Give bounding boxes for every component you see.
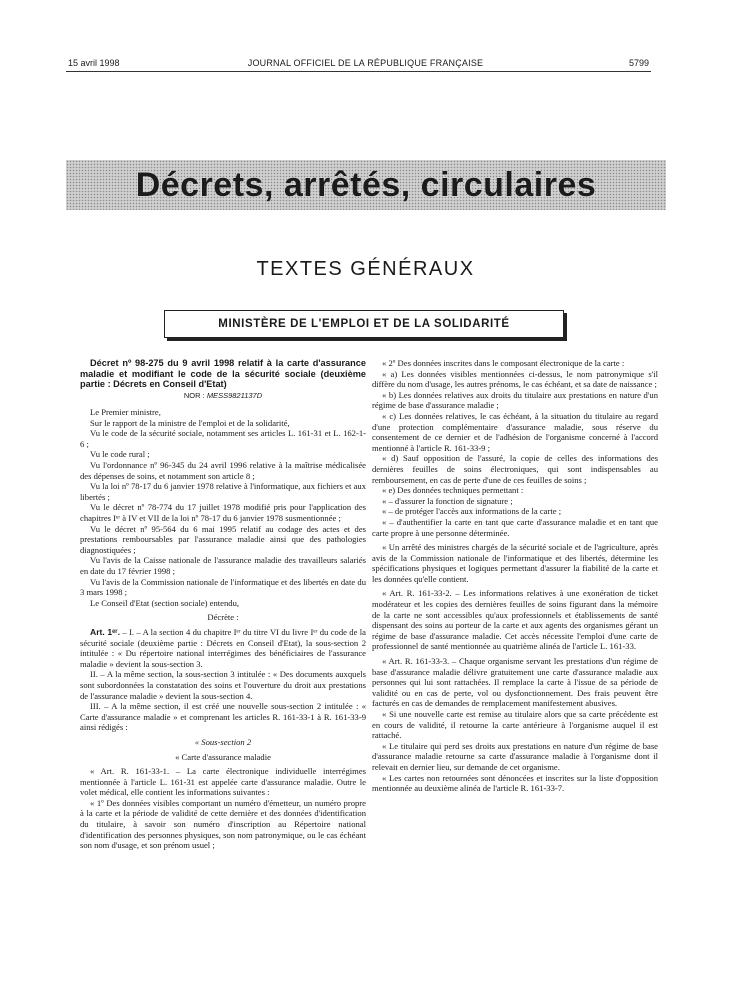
subsection-title: « Carte d'assurance maladie — [175, 751, 271, 762]
paragraph: « 1º Des données visibles comportant un numéro d'émetteur, un numéro propre à la carte et la période de validité de cette dernière et des données d'identification du titulaire, à savoir son numéro d'inscription au Répertoire national d'identification des personnes physiques, son nom patronymique, ou le cas échéant son nom d'usage, et son prénom usuel ; — [80, 797, 366, 851]
header-date: 15 avril 1998 — [68, 58, 120, 68]
paragraph: « Le titulaire qui perd ses droits aux prestations en nature d'un régime de base d'assurance maladie retourne sa carte d'assurance maladie à l'organisme dont il relevait en dernier lieu, sur demande de cet organisme. — [372, 740, 658, 772]
decrete-heading: Décrète : — [207, 612, 239, 623]
paragraph: « Un arrêté des ministres chargés de la sécurité sociale et de l'agriculture, après avis de la Commission nationale de l'informatique et des libertés, détermine les spécifications physiques et logiques permettant d'assurer la fiabilité de la carte et les données qu'elle contient. — [372, 542, 658, 584]
header-page-number: 5799 — [628, 58, 649, 68]
left-column — [80, 358, 366, 851]
nor-reference — [80, 391, 366, 402]
section-title: TEXTES GÉNÉRAUX — [256, 258, 475, 280]
paragraph: « Si une nouvelle carte est remise au titulaire alors que sa carte précédente est en cours de validité, il retourne la carte antérieure à l'organisme auquel il est rattaché. — [372, 709, 658, 741]
paragraph: « e) Des données techniques permettant : — [382, 485, 524, 496]
paragraph: Vu le code rural ; — [90, 449, 150, 460]
paragraph: III. – A la même section, il est créé une nouvelle sous-section 2 intitulée : « Carte d'assurance maladie » et comprenant les articles R. 161-33-1 à R. 161-33-9 ainsi rédigés : — [80, 701, 366, 733]
header-rule — [66, 71, 651, 72]
subsection-label: « Sous-section 2 — [194, 736, 252, 747]
banner-title: Décrets, arrêtés, circulaires — [135, 165, 597, 204]
paragraph: « Les cartes non retournées sont dénoncées et inscrites sur la liste d'opposition mentionnée au deuxième alinéa de l'article R. 161-33-7. — [372, 772, 658, 794]
paragraph: Vu la loi nº 78-17 du 6 janvier 1978 relative à l'informatique, aux fichiers et aux libertés ; — [80, 481, 366, 502]
article-1-text: – I. – A la section 4 du chapitre Iᵉʳ du titre VI du livre Iᵉʳ du code de la sécurité sociale (deuxième partie : Décrets en Conseil d'Etat), la sous-section 2 intitulée : « Du répertoire national interrégimes des bénéficiaires de l'assurance maladie » devient la sous-section 3. — [80, 626, 366, 669]
paragraph: « 2º Des données inscrites dans le composant électronique de la carte : — [382, 358, 625, 368]
ministry-name: MINISTÈRE DE L'EMPLOI ET DE LA SOLIDARITÉ — [218, 318, 510, 330]
paragraph: « Art. R. 161-33-3. – Chaque organisme servant les prestations d'un régime de base d'assurance maladie délivre gratuitement une carte d'assurance maladie aux personnes qui lui sont rattachées. Il remplace la carte à l'issue de sa période de validité ou en cas de perte, vol ou dysfonctionnement. Des frais peuvent être facturés en cas de demandes de remplacement manifestement abusives. — [372, 656, 658, 709]
section-banner — [66, 160, 666, 210]
paragraph: Vu l'avis de la Commission nationale de l'informatique et des libertés en date du 3 mars 1998 ; — [80, 576, 366, 598]
paragraph: « b) Les données relatives aux droits du titulaire aux prestations en nature d'un régime de base d'assurance maladie ; — [372, 389, 658, 411]
paragraph: Sur le rapport de la ministre de l'emploi et de la solidarité, — [90, 417, 290, 428]
paragraph: Vu le code de la sécurité sociale, notamment ses articles L. 161-31 et L. 162-1-6 ; — [80, 428, 366, 449]
paragraph: Le Premier ministre, — [90, 407, 161, 418]
ministry-box — [164, 310, 564, 338]
nor-label: NOR : — [183, 390, 205, 400]
right-column — [372, 358, 658, 794]
paragraph: « d) Sauf opposition de l'assuré, la copie de celles des informations des dernières feuilles de soins électroniques, qui sont indispensables au remboursement, en cas de perte d'une de ces feuilles de soins ; — [372, 453, 658, 485]
nor-code: MESS9821137D — [206, 390, 263, 400]
paragraph: Vu l'avis de la Caisse nationale de l'assurance maladie des travailleurs salariés en date du 17 février 1998 ; — [80, 555, 366, 576]
paragraph: Vu l'ordonnance nº 96-345 du 24 avril 1996 relative à la maîtrise médicalisée des dépenses de soins, et notamment son article 8 ; — [80, 460, 366, 481]
decree-title: Décret nº 98-275 du 9 avril 1998 relatif à la carte d'assurance maladie et modifiant le code de la sécurité sociale (deuxième partie : Décrets en Conseil d'Etat) — [80, 358, 366, 389]
paragraph: II. – A la même section, la sous-section 3 intitulée : « Des documents auxquels sont subordonnées la constatation des soins et l'ouverture du droit aux prestations de l'assurance maladie » devient la sous-section 4. — [80, 669, 366, 701]
paragraph: Le Conseil d'Etat (section sociale) entendu, — [90, 597, 240, 608]
article-1-label: Art. 1ᵉʳ. — [90, 626, 120, 637]
paragraph: « – de protéger l'accès aux informations de la carte ; — [382, 506, 562, 517]
header-journal-title: JOURNAL OFFICIEL DE LA RÉPUBLIQUE FRANÇAISE — [247, 58, 484, 68]
article-1 — [80, 627, 366, 669]
paragraph: « a) Les données visibles mentionnées ci-dessus, le nom patronymique s'il diffère du nom d'usage, les autres prénoms, le cas échéant, et sa date de naissance ; — [372, 368, 658, 390]
subsection-heading — [80, 737, 366, 748]
paragraph: Vu le décret nº 78-774 du 17 juillet 1978 modifié pris pour l'application des chapitres Iᵉʳ à IV et VII de la loi nº 78-17 du 6 janvier 1978 susmentionnée ; — [80, 502, 366, 524]
paragraph: « Art. R. 161-33-2. – Les informations relatives à une exonération de ticket modérateur et les copies des dernières feuilles de soins figurant dans la mémoire de la carte ne sont accessibles qu'aux professionnels et établissements de santé dispensant des soins au porteur de la carte et aux agents des organismes gérant un régime de base d'assurance maladie. Cet accès nécessite l'emploi d'une carte de professionnel de santé mentionnée au quatrième alinéa de l'article L. 161-33. — [372, 588, 658, 652]
paragraph: « – d'assurer la fonction de signature ; — [382, 495, 513, 506]
paragraph: « Art. R. 161-33-1. – La carte électronique individuelle interrégimes mentionnée à l'article L. 161-31 est appelée carte d'assurance maladie. Outre le volet médical, elle contient les informations suivantes : — [80, 766, 366, 798]
paragraph: Vu le décret nº 95-564 du 6 mai 1995 relatif au codage des actes et des prestations remboursables par l'assurance maladie ainsi que des pathologies diagnostiquées ; — [80, 523, 366, 555]
paragraph: « – d'authentifier la carte en tant que carte d'assurance maladie et en tant que carte propre à une personne déterminée. — [372, 516, 658, 538]
paragraph: « c) Les données relatives, le cas échéant, à la situation du titulaire au regard d'une protection complémentaire d'assurance maladie, sous réserve du consentement de ce dernier et de l'adhésion de l'organisme concerné à l'accord mentionné à l'article R. 161-33-9 ; — [372, 410, 658, 453]
